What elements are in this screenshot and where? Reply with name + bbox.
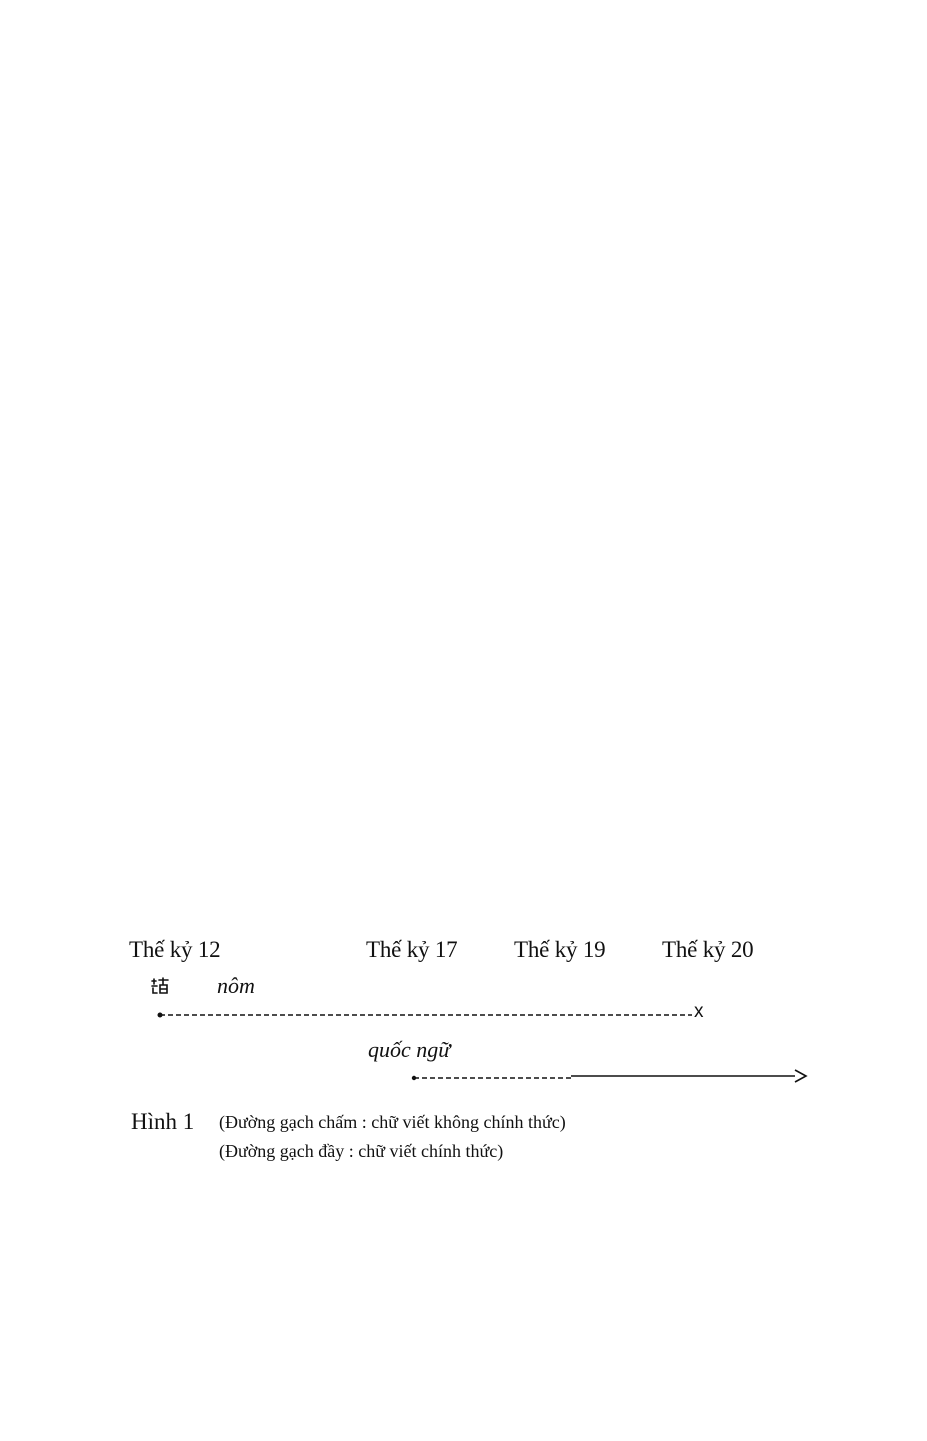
century-label-17: Thế kỷ 17 — [366, 937, 458, 962]
caption-dashed-line: (Đường gạch chấm : chữ viết không chính thức) — [219, 1112, 566, 1132]
nom-label: nôm — [217, 973, 255, 998]
caption-solid-line: (Đường gạch đầy : chữ viết chính thức) — [219, 1141, 504, 1161]
figure-number: Hình 1 — [131, 1109, 195, 1134]
century-label-19: Thế kỷ 19 — [514, 937, 606, 962]
arrow-head — [795, 1070, 806, 1082]
nom-end-mark: x — [694, 1001, 704, 1022]
nom-start-dot — [158, 1013, 163, 1018]
quoc-ngu-label: quốc ngữ — [368, 1037, 451, 1062]
century-label-20: Thế kỷ 20 — [662, 937, 754, 962]
quoc-ngu-start-dot — [412, 1076, 416, 1080]
century-label-12: Thế kỷ 12 — [129, 937, 221, 962]
